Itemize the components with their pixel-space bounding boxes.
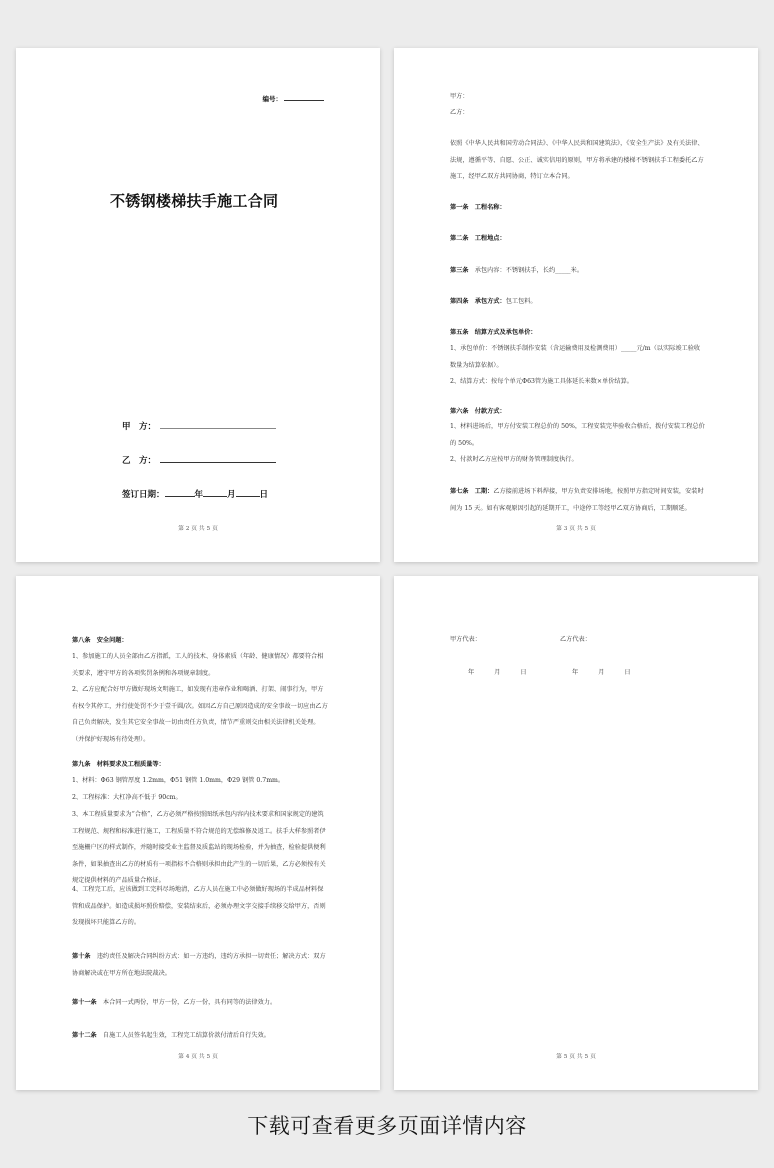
article-9-item-3: 3、本工程质量要求为“合格”，乙方必须严格按照图纸承包内容内技术要求和国家规定的建筑工程规范、规程和标准进行施工，工程质量不符合规范的无偿维修及返工。扶手大样参照者伊至施栅户区的样式制作，并随时接受业主监督及质监站的现场检验，并为抽查，检验提供便利条件，如果抽查出乙方的材质有一项指标不合格则承担由此产生的一切后果，乙方必须按有关规定提供材料的产品质量合格证。 bbox=[72, 811, 326, 884]
day-label: 日 bbox=[259, 490, 269, 500]
year-label: 年 bbox=[468, 669, 475, 676]
article-6: 第六条 付款方式： bbox=[450, 408, 506, 415]
day-label: 日 bbox=[520, 669, 527, 676]
article-9-item-2: 2、工程标准：大杠净高不低于 90cm。 bbox=[72, 794, 182, 801]
article-5-item-2: 2、结算方式：按每个单元Φ63管为施工具体延长米数×单价结算。 bbox=[450, 378, 633, 385]
sign-date-line bbox=[122, 488, 268, 500]
year-blank bbox=[165, 488, 195, 497]
page-number: 第 5 页 共 5 页 bbox=[556, 1054, 596, 1060]
article-9-item-4: 4、工程完工后，应该做到工完料尽场地清，乙方人员在施工中必须做好现场的半成品材料保管和成品保护。如造成损坏照价赔偿，安装结束后，必须办理文字交接手续移交给甲方，否则发现损坏只能算乙方的。 bbox=[72, 886, 326, 926]
article-4 bbox=[450, 299, 537, 305]
number-blank-line bbox=[284, 94, 324, 101]
article-1: 第一条 工程名称： bbox=[450, 204, 506, 211]
month-blank bbox=[203, 488, 227, 497]
page-number: 第 4 页 共 5 页 bbox=[178, 1054, 218, 1060]
day-blank bbox=[236, 488, 260, 497]
rep-b-date bbox=[572, 670, 631, 676]
page-signatures bbox=[394, 576, 758, 1090]
party-b-blank bbox=[160, 454, 276, 463]
article-3-body: 承包内容：不锈钢扶手，长约_____米。 bbox=[468, 267, 584, 274]
page-terms-1 bbox=[394, 48, 758, 562]
contract-number-label: 编号： bbox=[262, 95, 282, 103]
article-11 bbox=[72, 995, 328, 1012]
article-9-item-1: 1、材料：Φ63 钢管厚度 1.2mm，Φ51 钢管 1.0mm，Φ29 钢管 0.7mm。 bbox=[72, 777, 285, 784]
month-label: 月 bbox=[494, 669, 501, 676]
article-9: 第九条 材料要求及工程质量等： bbox=[72, 761, 165, 768]
article-5-item-1: 1、承包单价：不锈钢扶手制作安装（含运输费用及检测费用）_____元/m（以实际竣工验收数量为结算依据）。 bbox=[450, 345, 701, 369]
article-7-body: 乙方接前进场下料焊接，甲方负责安排场地，按照甲方指定时间安装，安装时间为 15 天。如有客观原因引起的延期开工，中途停工等经甲乙双方协商后，工期顺延。 bbox=[450, 488, 704, 512]
page-cover bbox=[16, 48, 380, 562]
page-number: 第 3 页 共 5 页 bbox=[556, 526, 596, 532]
article-8: 第八条 安全问题： bbox=[72, 637, 128, 644]
party-b-label: 乙 方： bbox=[122, 456, 157, 466]
party-a-blank bbox=[160, 420, 276, 429]
article-12-body: 自施工人员签名起生效，工程完工结算价款付清后自行失效。 bbox=[96, 1032, 270, 1039]
article-4-heading: 第四条 承包方式： bbox=[450, 298, 506, 305]
page-number: 第 2 页 共 5 页 bbox=[178, 526, 218, 532]
party-a-label: 甲方： bbox=[450, 93, 469, 100]
year-label: 年 bbox=[572, 669, 579, 676]
party-b-line bbox=[122, 454, 276, 466]
article-10-heading: 第十条 bbox=[72, 953, 91, 960]
article-6-item-2: 2、付款时乙方应按甲方的财务管理制度执行。 bbox=[450, 456, 578, 463]
article-3 bbox=[450, 268, 583, 274]
party-b-label: 乙方： bbox=[450, 109, 469, 116]
article-10 bbox=[72, 949, 328, 982]
article-7-heading: 第七条 工期： bbox=[450, 488, 494, 495]
contract-title: 不锈钢楼梯扶手施工合同 bbox=[110, 192, 279, 210]
rep-b-label: 乙方代表： bbox=[560, 636, 591, 643]
year-label: 年 bbox=[194, 490, 204, 500]
article-5: 第五条 结算方式及承包单价： bbox=[450, 329, 537, 336]
month-label: 月 bbox=[598, 669, 605, 676]
rep-a-label: 甲方代表： bbox=[450, 636, 481, 643]
article-7 bbox=[450, 484, 706, 517]
article-12 bbox=[72, 1028, 328, 1045]
month-label: 月 bbox=[227, 490, 236, 500]
download-caption: 下载可查看更多页面详情内容 bbox=[247, 1114, 527, 1138]
article-6-item-1: 1、材料进场后，甲方付安装工程总价的 50%，工程安装完毕验收合格后，拨付安装工程总价的 50%。 bbox=[450, 423, 705, 447]
page-terms-2 bbox=[16, 576, 380, 1090]
party-a-line bbox=[122, 420, 276, 432]
article-4-body: 包工包料。 bbox=[505, 298, 537, 305]
article-12-heading: 第十二条 bbox=[72, 1032, 97, 1039]
contract-number bbox=[263, 94, 325, 103]
article-8-item-1: 1、参加施工的人员全部由乙方指派，工人的技术、身体素质（年龄、健康情况）都要符合相关要求，遵守甲方的各项奖罚条例和各项规章制度。 bbox=[72, 653, 324, 677]
article-8-item-2: 2、乙方应配合好甲方做好现场文明施工，如发现有违章作业和喝酒、打架、闹事行为，甲方有权令其停工，并行使处罚不少于壹千圆/次。如因乙方自己原因造成的安全事故一切应由乙方自己负责解决，发生其它安全事故一切由责任方负责，情节严重则交由相关法律机关处理。（并保护好现场有待处理）。 bbox=[72, 686, 328, 743]
day-label: 日 bbox=[624, 669, 631, 676]
sign-date-label: 签订日期： bbox=[122, 490, 165, 500]
article-3-heading: 第三条 bbox=[450, 267, 469, 274]
article-2: 第二条 工程地点： bbox=[450, 235, 506, 242]
intro-paragraph: 依照《中华人民共和国劳动合同法》、《中华人民共和国建筑法》，《安全生产法》及有关法律、法规，遵循平等、自愿、公正、诚实信用的原则，甲方将承建的楼梯不锈钢扶手工程委托乙方施工，经甲乙双方共同协商，特订立本合同。 bbox=[450, 140, 704, 180]
party-a-label: 甲 方： bbox=[122, 422, 157, 432]
article-11-body: 本合同一式两份，甲方一份，乙方一份，具有同等的法律效力。 bbox=[96, 999, 277, 1006]
article-11-heading: 第十一条 bbox=[72, 999, 97, 1006]
rep-a-date bbox=[468, 670, 527, 676]
article-10-body: 违约责任及解决合同纠纷方式：如一方违约，违约方承担一切责任；解决方式：双方协商解决或在甲方所在地法院裁决。 bbox=[72, 953, 326, 977]
